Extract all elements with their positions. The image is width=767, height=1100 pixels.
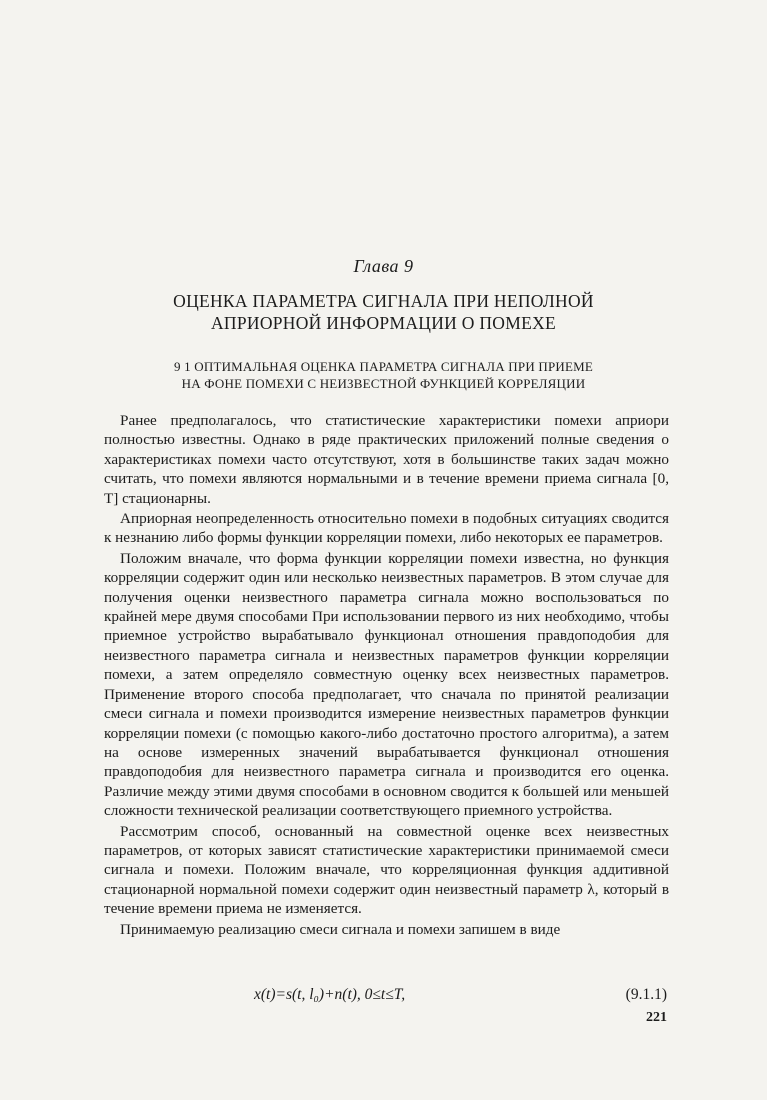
chapter-title-line: АПРИОРНОЙ ИНФОРМАЦИИ О ПОМЕХЕ: [210, 313, 557, 333]
chapter-title: [0, 290, 767, 334]
section-title: [0, 358, 767, 392]
page-number: 221: [646, 1010, 667, 1025]
formula-number: (9.1.1): [625, 986, 667, 1003]
body-text: [104, 411, 669, 939]
chapter-title-line: ОЦЕНКА ПАРАМЕТРА СИГНАЛА ПРИ НЕПОЛНОЙ: [173, 291, 594, 311]
section-title-line: 9 1 ОПТИМАЛЬНАЯ ОЦЕНКА ПАРАМЕТРА СИГНАЛА ПРИ ПРИЕМЕ: [173, 359, 594, 374]
paragraph: Положим вначале, что форма функции корреляции помехи известна, но функция корреляции содержит один или несколько неизвестных параметров. В этом случае для получения оценки неизвестного параметра сигнала можно воспользоваться по крайней мере двумя способами При использовании первого из них необходимо, чтобы приемное устройство вырабатывало функционал отношения правдоподобия для неизвестного параметра сигнала и неизвестных параметров функции корреляции помехи, а затем определяло совместную оценку всех неизвестных параметров. Применение второго способа предполагает, что сначала по принятой реализации смеси сигнала и помехи производится измерение неизвестных параметров функции корреляции помехи (с помощью какого-либо достаточно простого алгоритма), а затем на основе измеренных значений вырабатывается функционал отношения правдоподобия для неизвестного параметра сигнала и производится его оценка. Различие между этими двумя способами в основном сводится к большей или меньшей сложности технической реализации соответствующего приемного устройства.: [104, 549, 669, 820]
chapter-label: Глава 9: [353, 256, 414, 276]
paragraph: Рассмотрим способ, основанный на совместной оценке всех неизвестных параметров, от которых зависят статистические характеристики принимаемой смеси сигнала и помехи. Положим вначале, что корреляционная функция аддитивной стационарной нормальной помехи содержит один неизвестный параметр λ, который в течение времени приема не изменяется.: [104, 822, 669, 918]
section-title-line: НА ФОНЕ ПОМЕХИ С НЕИЗВЕСТНОЙ ФУНКЦИЕЙ КОРРЕЛЯЦИИ: [181, 376, 586, 391]
formula-expression: x(t)=s(t, l₀)+n(t), 0≤t≤T,: [254, 986, 406, 1003]
paragraph: Априорная неопределенность относительно помехи в подобных ситуациях сводится к незнанию либо формы функции корреляции помехи, либо некоторых ее параметров.: [104, 510, 669, 547]
formula: [104, 986, 669, 1008]
paragraph: Ранее предполагалось, что статистические характеристики помехи априори полностью известны. Однако в ряде практических приложений полные сведения о характеристиках помехи часто отсутствуют, хотя в большинстве таких задач можно считать, что помехи являются нормальными и в течение времени приема сигнала [0, T] стационарны.: [104, 412, 669, 507]
paragraph: Принимаемую реализацию смеси сигнала и помехи запишем в виде: [120, 920, 561, 938]
